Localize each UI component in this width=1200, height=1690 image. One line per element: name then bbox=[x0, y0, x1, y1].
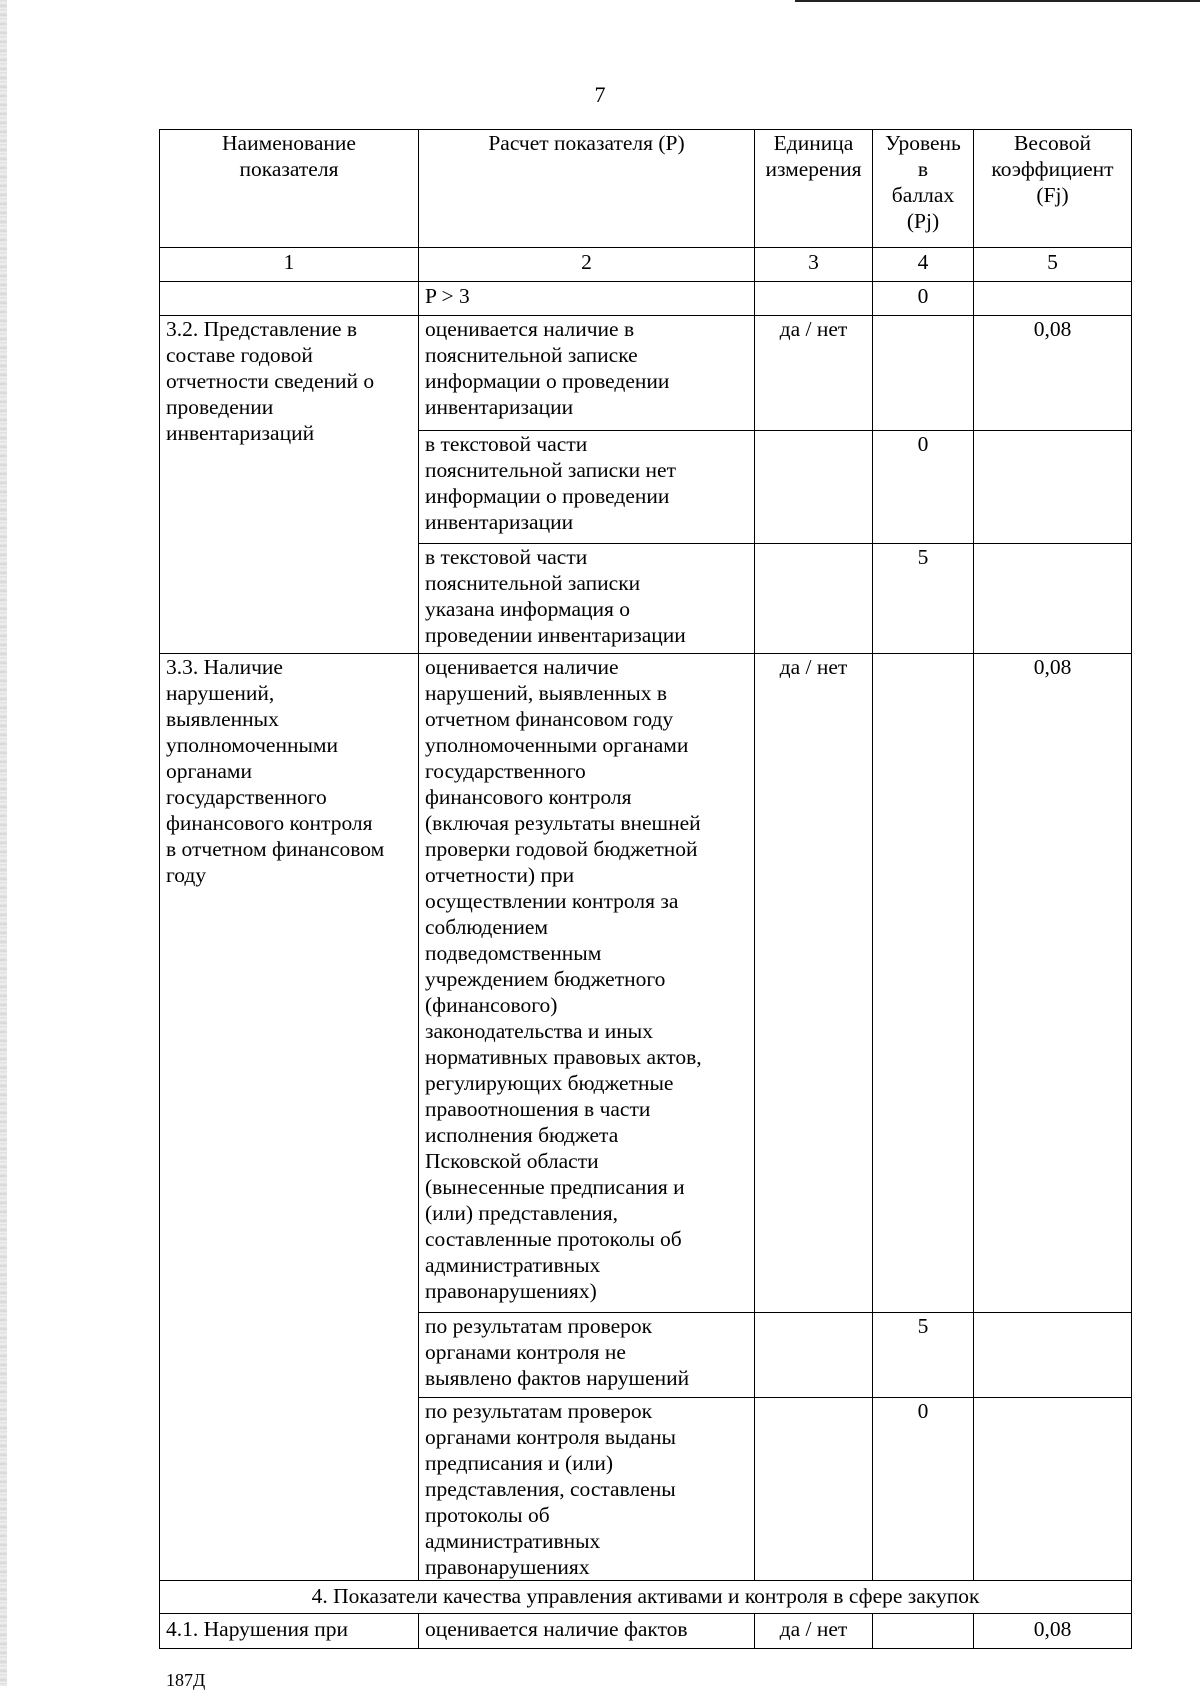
column-number: 5 bbox=[974, 248, 1132, 282]
table-row bbox=[160, 282, 1132, 316]
scan-top-line bbox=[795, 0, 1200, 2]
unit-cell: да / нет bbox=[755, 316, 873, 431]
level-cell bbox=[873, 654, 974, 1313]
weight-cell: 0,08 bbox=[974, 654, 1132, 1313]
weight-cell bbox=[974, 282, 1132, 316]
level-cell: 0 bbox=[873, 282, 974, 316]
level-cell: 0 bbox=[873, 431, 974, 544]
calculation-cell: оценивается наличие в пояснительной записке информации о проведении инвентаризации bbox=[419, 316, 755, 431]
level-cell bbox=[873, 316, 974, 431]
header-unit: Единица измерения bbox=[755, 130, 873, 248]
weight-cell: 0,08 bbox=[974, 316, 1132, 431]
header-weight: Весовой коэффициент (Fj) bbox=[974, 130, 1132, 248]
table-row bbox=[160, 654, 1132, 1313]
column-number: 3 bbox=[755, 248, 873, 282]
calculation-cell: по результатам проверок органами контроля выданы предписания и (или) представления, составлены протоколы об административных правонарушениях bbox=[419, 1398, 755, 1581]
column-number: 2 bbox=[419, 248, 755, 282]
indicator-name-cell: 4.1. Нарушения при bbox=[160, 1614, 419, 1649]
table-row bbox=[160, 316, 1132, 431]
header-name: Наименование показателя bbox=[160, 130, 419, 248]
level-cell bbox=[873, 1614, 974, 1649]
header-calculation: Расчет показателя (P) bbox=[419, 130, 755, 248]
column-numbering-row bbox=[160, 248, 1132, 282]
calculation-cell: P > 3 bbox=[419, 282, 755, 316]
section-4-title: 4. Показатели качества управления активами и контроля в сфере закупок bbox=[160, 1581, 1132, 1614]
unit-cell: да / нет bbox=[755, 654, 873, 1313]
unit-cell: да / нет bbox=[755, 1614, 873, 1649]
column-number: 1 bbox=[160, 248, 419, 282]
unit-cell bbox=[755, 431, 873, 544]
weight-cell bbox=[974, 1313, 1132, 1398]
weight-cell bbox=[974, 544, 1132, 654]
indicator-name-cell: 3.2. Представление в составе годовой отчетности сведений о проведении инвентаризаций bbox=[160, 316, 419, 654]
calculation-cell: в текстовой части пояснительной записки нет информации о проведении инвентаризации bbox=[419, 431, 755, 544]
level-cell: 5 bbox=[873, 1313, 974, 1398]
calculation-cell: в текстовой части пояснительной записки указана информация о проведении инвентаризации bbox=[419, 544, 755, 654]
document-code: 187Д bbox=[166, 1670, 206, 1690]
page-number: 7 bbox=[594, 82, 606, 107]
section-heading-row bbox=[160, 1581, 1132, 1614]
indicator-table bbox=[159, 129, 1132, 1649]
calculation-cell: по результатам проверок органами контроля не выявлено фактов нарушений bbox=[419, 1313, 755, 1398]
unit-cell bbox=[755, 544, 873, 654]
level-cell: 0 bbox=[873, 1398, 974, 1581]
weight-cell bbox=[974, 1398, 1132, 1581]
table-row bbox=[160, 1614, 1132, 1649]
indicator-name-cell: 3.3. Наличие нарушений, выявленных уполномоченными органами государственного финансового контроля в отчетном финансовом году bbox=[160, 654, 419, 1581]
unit-cell bbox=[755, 1398, 873, 1581]
level-cell: 5 bbox=[873, 544, 974, 654]
scan-edge bbox=[0, 0, 7, 1686]
column-number: 4 bbox=[873, 248, 974, 282]
unit-cell bbox=[755, 1313, 873, 1398]
unit-cell bbox=[755, 282, 873, 316]
calculation-cell: оценивается наличие фактов bbox=[419, 1614, 755, 1649]
table-header-row bbox=[160, 130, 1132, 248]
weight-cell bbox=[974, 431, 1132, 544]
weight-cell: 0,08 bbox=[974, 1614, 1132, 1649]
header-level: Уровень в баллах (Pj) bbox=[873, 130, 974, 248]
calculation-cell: оценивается наличие нарушений, выявленных в отчетном финансовом году уполномоченными органами государственного финансового контроля (включая результаты внешней проверки годовой бюджетной отчетности) при осуществлении контроля за соблюдением подведомственным учреждением бюджетного (финансового) законодательства и иных нормативных правовых актов, регулирующих бюджетные правоотношения в части исполнения бюджета Псковской области (вынесенные предписания и (или) представления, составленные протоколы об административных правонарушениях) bbox=[419, 654, 755, 1313]
indicator-name-cell bbox=[160, 282, 419, 316]
